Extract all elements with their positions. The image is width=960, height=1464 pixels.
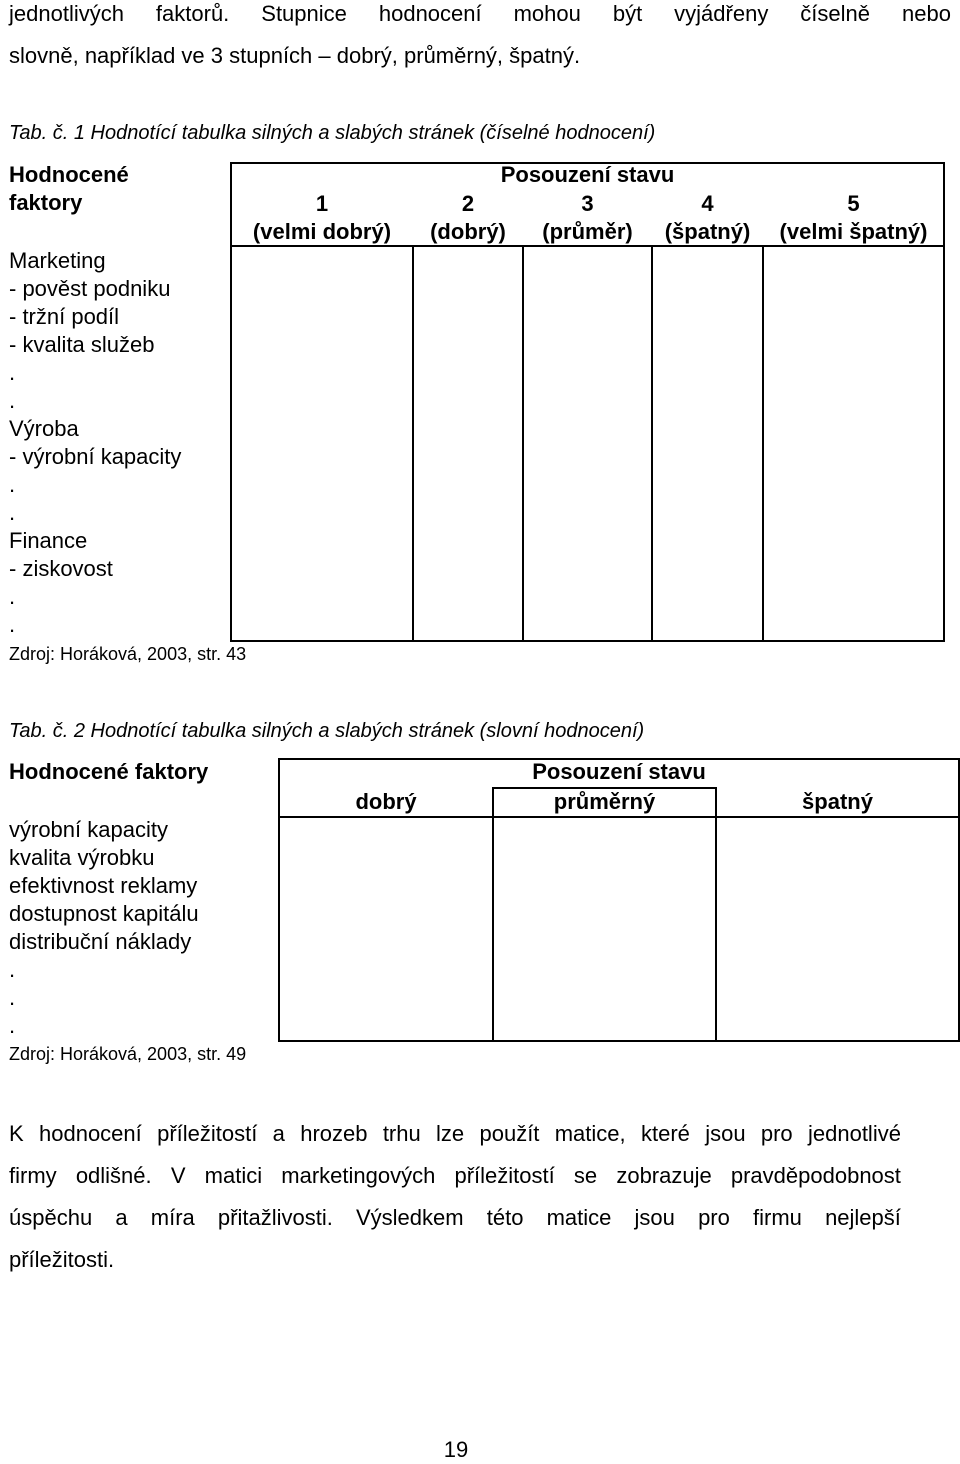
outro-line-4: příležitosti.: [9, 1247, 115, 1272]
list-item: .: [9, 500, 16, 525]
word: míra: [150, 1205, 195, 1230]
list-item: .: [9, 360, 16, 385]
word: matice: [546, 1205, 612, 1230]
table2-factors-header: Hodnocené faktory: [9, 759, 209, 784]
list-item: .: [9, 388, 16, 413]
word: odlišné.: [75, 1163, 152, 1188]
word: příležitostí: [454, 1163, 555, 1188]
word: číselně: [800, 1, 871, 26]
word: jednotlivé: [807, 1121, 901, 1146]
list-item: Výroba: [9, 416, 79, 441]
table1-factors-header: Hodnocené faktory: [9, 162, 129, 215]
word: příležitostí: [157, 1121, 258, 1146]
word: se: [573, 1163, 598, 1188]
word: jednotlivých: [9, 1, 124, 26]
word: hodnocení: [378, 1, 482, 26]
table2-source: Zdroj: Horáková, 2003, str. 49: [9, 1044, 247, 1064]
intro-paragraph: [9, 0, 951, 70]
table1-source: Zdroj: Horáková, 2003, str. 43: [9, 644, 247, 664]
word: Výsledkem: [355, 1205, 464, 1230]
word: faktorů.: [155, 1, 230, 26]
list-item: .: [9, 584, 16, 609]
word: vyjádřeny: [674, 1, 769, 26]
table2-col-average: průměrný: [553, 789, 656, 814]
word: lze: [436, 1121, 465, 1146]
list-item: - kvalita služeb: [9, 332, 155, 357]
list-item: .: [9, 472, 16, 497]
table2-factor-list: [9, 816, 199, 1040]
outro-paragraph: [9, 1120, 901, 1274]
list-item: .: [9, 985, 16, 1010]
intro-line-2: slovně, například ve 3 stupních – dobrý, průměrný, špatný.: [9, 43, 581, 68]
word: této: [486, 1205, 524, 1230]
list-item: kvalita výrobku: [9, 845, 155, 870]
word: pravděpodobnost: [730, 1163, 901, 1188]
word: a: [115, 1205, 128, 1230]
word: které: [640, 1121, 690, 1146]
list-item: Finance: [9, 528, 88, 553]
table1-col-4: 4 (špatný): [664, 191, 751, 244]
list-item: efektivnost reklamy: [9, 873, 198, 898]
word: jsou: [705, 1121, 746, 1146]
word: Stupnice: [261, 1, 347, 26]
outro-line-3: [9, 1204, 901, 1232]
word: hrozeb: [300, 1121, 368, 1146]
table1-col-1: 1 (velmi dobrý): [252, 191, 392, 244]
list-item: distribuční náklady: [9, 929, 192, 954]
word: zobrazuje: [616, 1163, 712, 1188]
word: K: [9, 1121, 24, 1146]
word: firmy: [9, 1163, 57, 1188]
list-item: - pověst podniku: [9, 276, 171, 301]
word: hodnocení: [39, 1121, 142, 1146]
word: pro: [698, 1205, 730, 1230]
table1-col-3: 3 (průměr): [542, 191, 633, 244]
word: použít: [479, 1121, 540, 1146]
table2-col-good: dobrý: [355, 789, 417, 814]
list-item: .: [9, 1013, 16, 1038]
word: trhu: [382, 1121, 421, 1146]
word: mohou: [513, 1, 581, 26]
list-item: .: [9, 612, 16, 637]
table1-caption: Tab. č. 1 Hodnotící tabulka silných a slabých stránek (číselné hodnocení): [9, 122, 656, 144]
list-item: výrobní kapacity: [9, 817, 168, 842]
table2-assessment-header: Posouzení stavu: [532, 759, 706, 784]
word: matice,: [554, 1121, 626, 1146]
list-item: - tržní podíl: [9, 304, 120, 329]
intro-line-1: [9, 0, 951, 28]
outro-line-2: [9, 1162, 901, 1190]
word: pro: [760, 1121, 793, 1146]
table2-caption: Tab. č. 2 Hodnotící tabulka silných a slabých stránek (slovní hodnocení): [9, 720, 645, 742]
word: nebo: [901, 1, 951, 26]
word: přitažlivosti.: [217, 1205, 333, 1230]
table2-col-bad: špatný: [802, 789, 873, 814]
page-number: 19: [443, 1437, 469, 1462]
table1-col-2: 2 (dobrý): [430, 191, 506, 244]
word: firmu: [753, 1205, 802, 1230]
list-item: .: [9, 957, 16, 982]
list-item: - ziskovost: [9, 556, 113, 581]
word: jsou: [634, 1205, 675, 1230]
table1-factor-list: [9, 247, 181, 639]
outro-line-1: [9, 1120, 901, 1148]
table1-assessment-header: Posouzení stavu: [500, 162, 675, 187]
word: být: [612, 1, 643, 26]
list-item: - výrobní kapacity: [9, 444, 182, 469]
word: a: [272, 1121, 285, 1146]
word: marketingových: [281, 1163, 436, 1188]
word: nejlepší: [825, 1205, 901, 1230]
list-item: dostupnost kapitálu: [9, 901, 199, 926]
word: V: [170, 1163, 186, 1188]
word: úspěchu: [9, 1205, 93, 1230]
table1-col-5: 5 (velmi špatný): [779, 191, 928, 244]
word: matici: [204, 1163, 263, 1188]
list-item: Marketing: [9, 248, 106, 273]
